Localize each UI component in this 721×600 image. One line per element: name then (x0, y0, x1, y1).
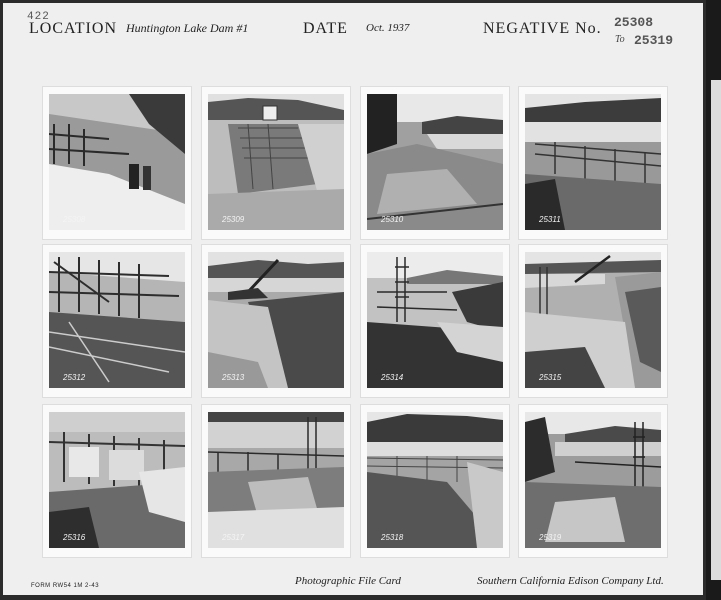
location-value: Huntington Lake Dam #1 (126, 21, 249, 35)
photo-image (49, 412, 185, 548)
company-name: Southern California Edison Company Ltd. (477, 575, 664, 587)
photo-image (367, 94, 503, 230)
negative-label: NEGATIVE No. (483, 20, 602, 37)
photo-thumb[interactable] (202, 245, 350, 397)
photo-image (49, 252, 185, 388)
corner-number: 422 (27, 11, 50, 23)
photo-image (208, 412, 344, 548)
photo-thumb[interactable] (519, 405, 667, 557)
photo-image (208, 252, 344, 388)
photo-number: 25314 (381, 373, 404, 382)
negative-from-number: 25308 (614, 15, 654, 30)
photo-number: 25309 (222, 215, 245, 224)
scan-edge-strip (706, 0, 721, 600)
photo-thumb[interactable] (202, 87, 350, 239)
date-label: DATE (303, 20, 348, 37)
photo-number: 25308 (63, 215, 86, 224)
photo-thumb[interactable] (202, 405, 350, 557)
photo-number: 25313 (222, 373, 245, 382)
photo-number: 25312 (63, 373, 86, 382)
photo-number: 25315 (539, 373, 562, 382)
photo-number: 25317 (222, 533, 245, 542)
photo-thumb[interactable] (43, 405, 191, 557)
photo-thumb[interactable] (43, 245, 191, 397)
photo-image (367, 412, 503, 548)
photo-thumb[interactable] (519, 87, 667, 239)
photo-number: 25319 (539, 533, 562, 542)
photo-image (208, 94, 344, 230)
location-label: LOCATION (29, 20, 117, 37)
scan-edge-light (711, 80, 721, 580)
photo-thumb[interactable] (361, 87, 509, 239)
negative-to-label: To (615, 34, 625, 45)
photo-image (525, 94, 661, 230)
file-card-label: Photographic File Card (295, 575, 401, 587)
date-value: Oct. 1937 (366, 22, 410, 34)
form-code: FORM RW54 1M 2-43 (31, 583, 100, 589)
photo-thumb[interactable] (43, 87, 191, 239)
negative-to-number: 25319 (634, 33, 674, 48)
photo-thumb[interactable] (361, 245, 509, 397)
photo-image (367, 252, 503, 388)
photo-thumb[interactable] (361, 405, 509, 557)
photographic-file-card (3, 3, 703, 595)
photo-image (49, 94, 185, 230)
photo-number: 25318 (381, 533, 404, 542)
photo-image (525, 252, 661, 388)
photo-image (525, 412, 661, 548)
photo-number: 25316 (63, 533, 86, 542)
photo-number: 25310 (381, 215, 404, 224)
photo-grid (43, 87, 667, 561)
photo-thumb[interactable] (519, 245, 667, 397)
photo-number: 25311 (539, 215, 561, 224)
